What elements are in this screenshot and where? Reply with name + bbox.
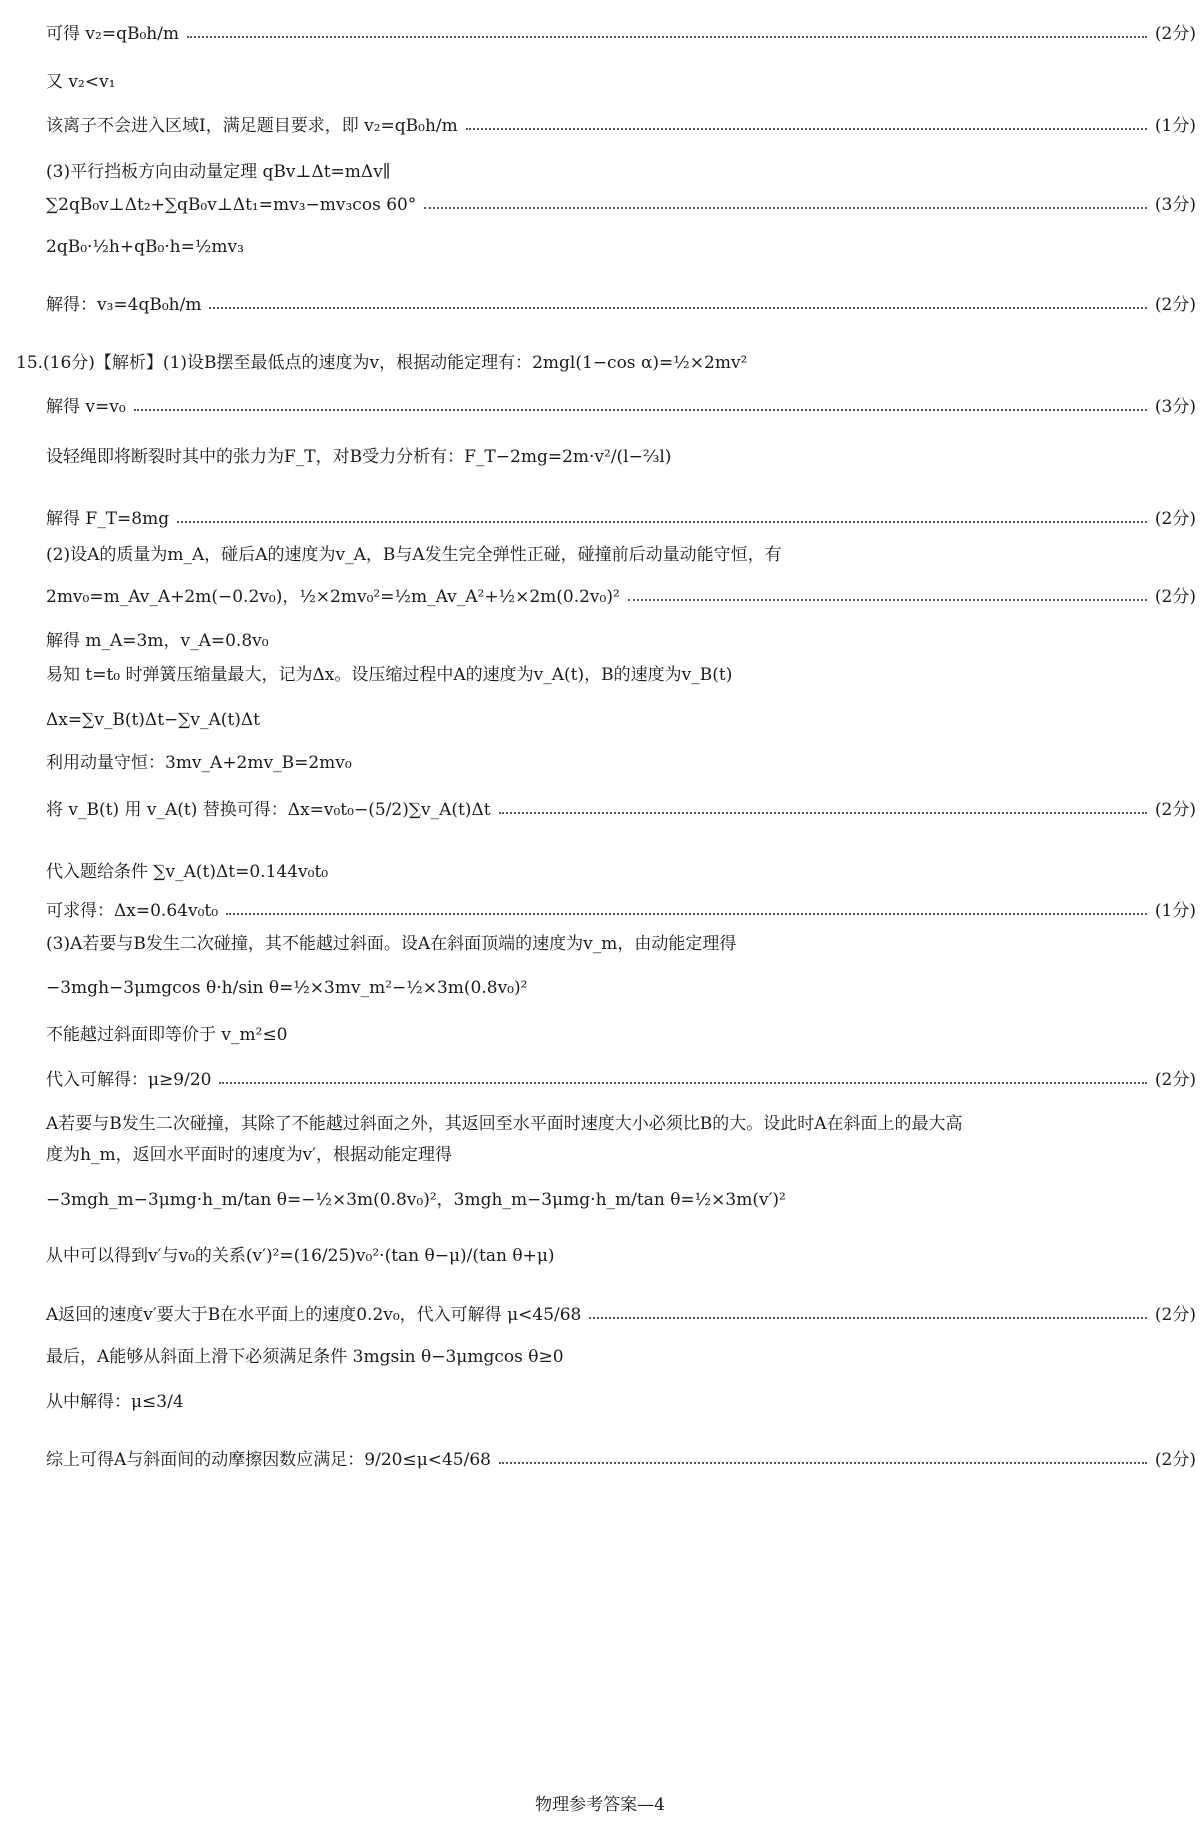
answer-line — [46, 72, 1196, 92]
line-text: 可得 v₂=qB₀h/m — [46, 24, 180, 44]
answer-line — [46, 295, 1196, 315]
answer-line — [46, 1114, 1196, 1134]
leader-dots — [177, 521, 1147, 523]
score-label: (2分) — [1154, 1305, 1196, 1325]
line-text: 解得 F_T=8mg — [46, 509, 170, 529]
answer-line — [46, 587, 1196, 607]
line-text: 度为h_m，返回水平面时的速度为v′，根据动能定理得 — [46, 1145, 453, 1165]
score-label: (2分) — [1154, 800, 1196, 820]
answer-line — [46, 1450, 1196, 1470]
line-text: 又 v₂<v₁ — [46, 72, 116, 92]
line-text: (3)平行挡板方向由动量定理 qBv⊥Δt=mΔv∥ — [46, 162, 391, 182]
score-label: (2分) — [1154, 509, 1196, 529]
score-label: (1分) — [1154, 116, 1196, 136]
leader-dots — [134, 409, 1147, 411]
answer-line — [46, 1305, 1196, 1325]
line-text: −3mgh−3μmgcos θ·h/sin θ=½×3mv_m²−½×3m(0.8v₀)² — [46, 978, 528, 998]
line-text: A返回的速度v′要大于B在水平面上的速度0.2v₀，代入可解得 μ<45/68 — [46, 1305, 582, 1325]
leader-dots — [424, 207, 1147, 209]
line-text: 2mv₀=m_Av_A+2m(−0.2v₀)，½×2mv₀²=½m_Av_A²+½×2m(0.2v₀)² — [46, 587, 620, 607]
line-text: 可求得：Δx=0.64v₀t₀ — [46, 901, 219, 921]
leader-dots — [499, 1462, 1147, 1464]
line-text: −3mgh_m−3μmg·h_m/tan θ=−½×3m(0.8v₀)²，3mgh_m−3μmg·h_m/tan θ=½×3m(v′)² — [46, 1190, 786, 1210]
line-text: 从中解得：μ≤3/4 — [46, 1392, 184, 1412]
answer-line — [46, 710, 1196, 730]
answer-line — [46, 545, 1196, 565]
line-text: 2qB₀·½h+qB₀·h=½mv₃ — [46, 237, 244, 257]
answer-line — [46, 116, 1196, 136]
answer-line — [46, 631, 1196, 651]
score-label: (2分) — [1154, 24, 1196, 44]
answer-line — [46, 1070, 1196, 1090]
line-text: 代入题给条件 ∑v_A(t)Δt=0.144v₀t₀ — [46, 862, 329, 882]
line-text: Δx=∑v_B(t)Δt−∑v_A(t)Δt — [46, 710, 261, 730]
answer-line — [46, 24, 1196, 44]
line-text: 解得：v₃=4qB₀h/m — [46, 295, 202, 315]
answer-line — [46, 800, 1196, 820]
line-text: 解得 m_A=3m，v_A=0.8v₀ — [46, 631, 269, 651]
answer-line — [46, 447, 1196, 467]
answer-line — [46, 1025, 1196, 1045]
score-label: (1分) — [1154, 901, 1196, 921]
answer-line — [46, 237, 1196, 257]
answer-line — [46, 934, 1196, 954]
answer-line — [46, 862, 1196, 882]
answer-line — [46, 978, 1196, 998]
line-text: (2)设A的质量为m_A，碰后A的速度为v_A，B与A发生完全弹性正碰，碰撞前后动量动能守恒，有 — [46, 545, 782, 565]
line-text: 利用动量守恒：3mv_A+2mv_B=2mv₀ — [46, 753, 352, 773]
answer-line — [46, 753, 1196, 773]
score-label: (3分) — [1154, 397, 1196, 417]
answer-line — [46, 665, 1196, 685]
answer-line — [46, 397, 1196, 417]
page-footer: 物理参考答案—4 — [535, 1795, 665, 1815]
leader-dots — [466, 128, 1147, 130]
score-label: (2分) — [1154, 1070, 1196, 1090]
answer-line — [46, 1246, 1196, 1266]
leader-dots — [499, 812, 1147, 814]
line-text: 15.(16分)【解析】(1)设B摆至最低点的速度为v，根据动能定理有：2mgl(1−cos α)=½×2mv² — [16, 353, 748, 373]
answer-line — [46, 509, 1196, 529]
line-text: (3)A若要与B发生二次碰撞，其不能越过斜面。设A在斜面顶端的速度为v_m，由动能定理得 — [46, 934, 737, 954]
line-text: ∑2qB₀v⊥Δt₂+∑qB₀v⊥Δt₁=mv₃−mv₃cos 60° — [46, 195, 417, 215]
leader-dots — [589, 1317, 1147, 1319]
score-label: (3分) — [1154, 195, 1196, 215]
leader-dots — [219, 1082, 1146, 1084]
answer-line — [46, 162, 1196, 182]
question-15-heading — [16, 353, 1166, 373]
line-text: 不能越过斜面即等价于 v_m²≤0 — [46, 1025, 288, 1045]
line-text: 设轻绳即将断裂时其中的张力为F_T，对B受力分析有：F_T−2mg=2m·v²/(l−⅔l) — [46, 447, 672, 467]
line-text: A若要与B发生二次碰撞，其除了不能越过斜面之外，其返回至水平面时速度大小必须比B的大。设此时A在斜面上的最大高 — [46, 1114, 963, 1134]
score-label: (2分) — [1154, 295, 1196, 315]
line-text: 解得 v=v₀ — [46, 397, 126, 417]
leader-dots — [226, 913, 1147, 915]
answer-line — [46, 1347, 1196, 1367]
score-label: (2分) — [1154, 1450, 1196, 1470]
line-text: 易知 t=t₀ 时弹簧压缩量最大，记为Δx。设压缩过程中A的速度为v_A(t)，B的速度为v_B(t) — [46, 665, 733, 685]
leader-dots — [209, 307, 1146, 309]
answer-line — [46, 195, 1196, 215]
answer-line — [46, 901, 1196, 921]
answer-line — [46, 1392, 1196, 1412]
leader-dots — [187, 36, 1147, 38]
answer-line — [46, 1145, 1196, 1165]
line-text: 最后，A能够从斜面上滑下必须满足条件 3mgsin θ−3μmgcos θ≥0 — [46, 1347, 564, 1367]
line-text: 代入可解得：μ≥9/20 — [46, 1070, 212, 1090]
answer-line — [46, 1190, 1196, 1210]
line-text: 将 v_B(t) 用 v_A(t) 替换可得：Δx=v₀t₀−(5/2)∑v_A(t)Δt — [46, 800, 491, 820]
line-text: 该离子不会进入区域Ⅰ，满足题目要求，即 v₂=qB₀h/m — [46, 116, 458, 136]
leader-dots — [628, 599, 1147, 601]
score-label: (2分) — [1154, 587, 1196, 607]
line-text: 从中可以得到v′与v₀的关系(v′)²=(16/25)v₀²·(tan θ−μ)/(tan θ+μ) — [46, 1246, 555, 1266]
line-text: 综上可得A与斜面间的动摩擦因数应满足：9/20≤μ<45/68 — [46, 1450, 491, 1470]
